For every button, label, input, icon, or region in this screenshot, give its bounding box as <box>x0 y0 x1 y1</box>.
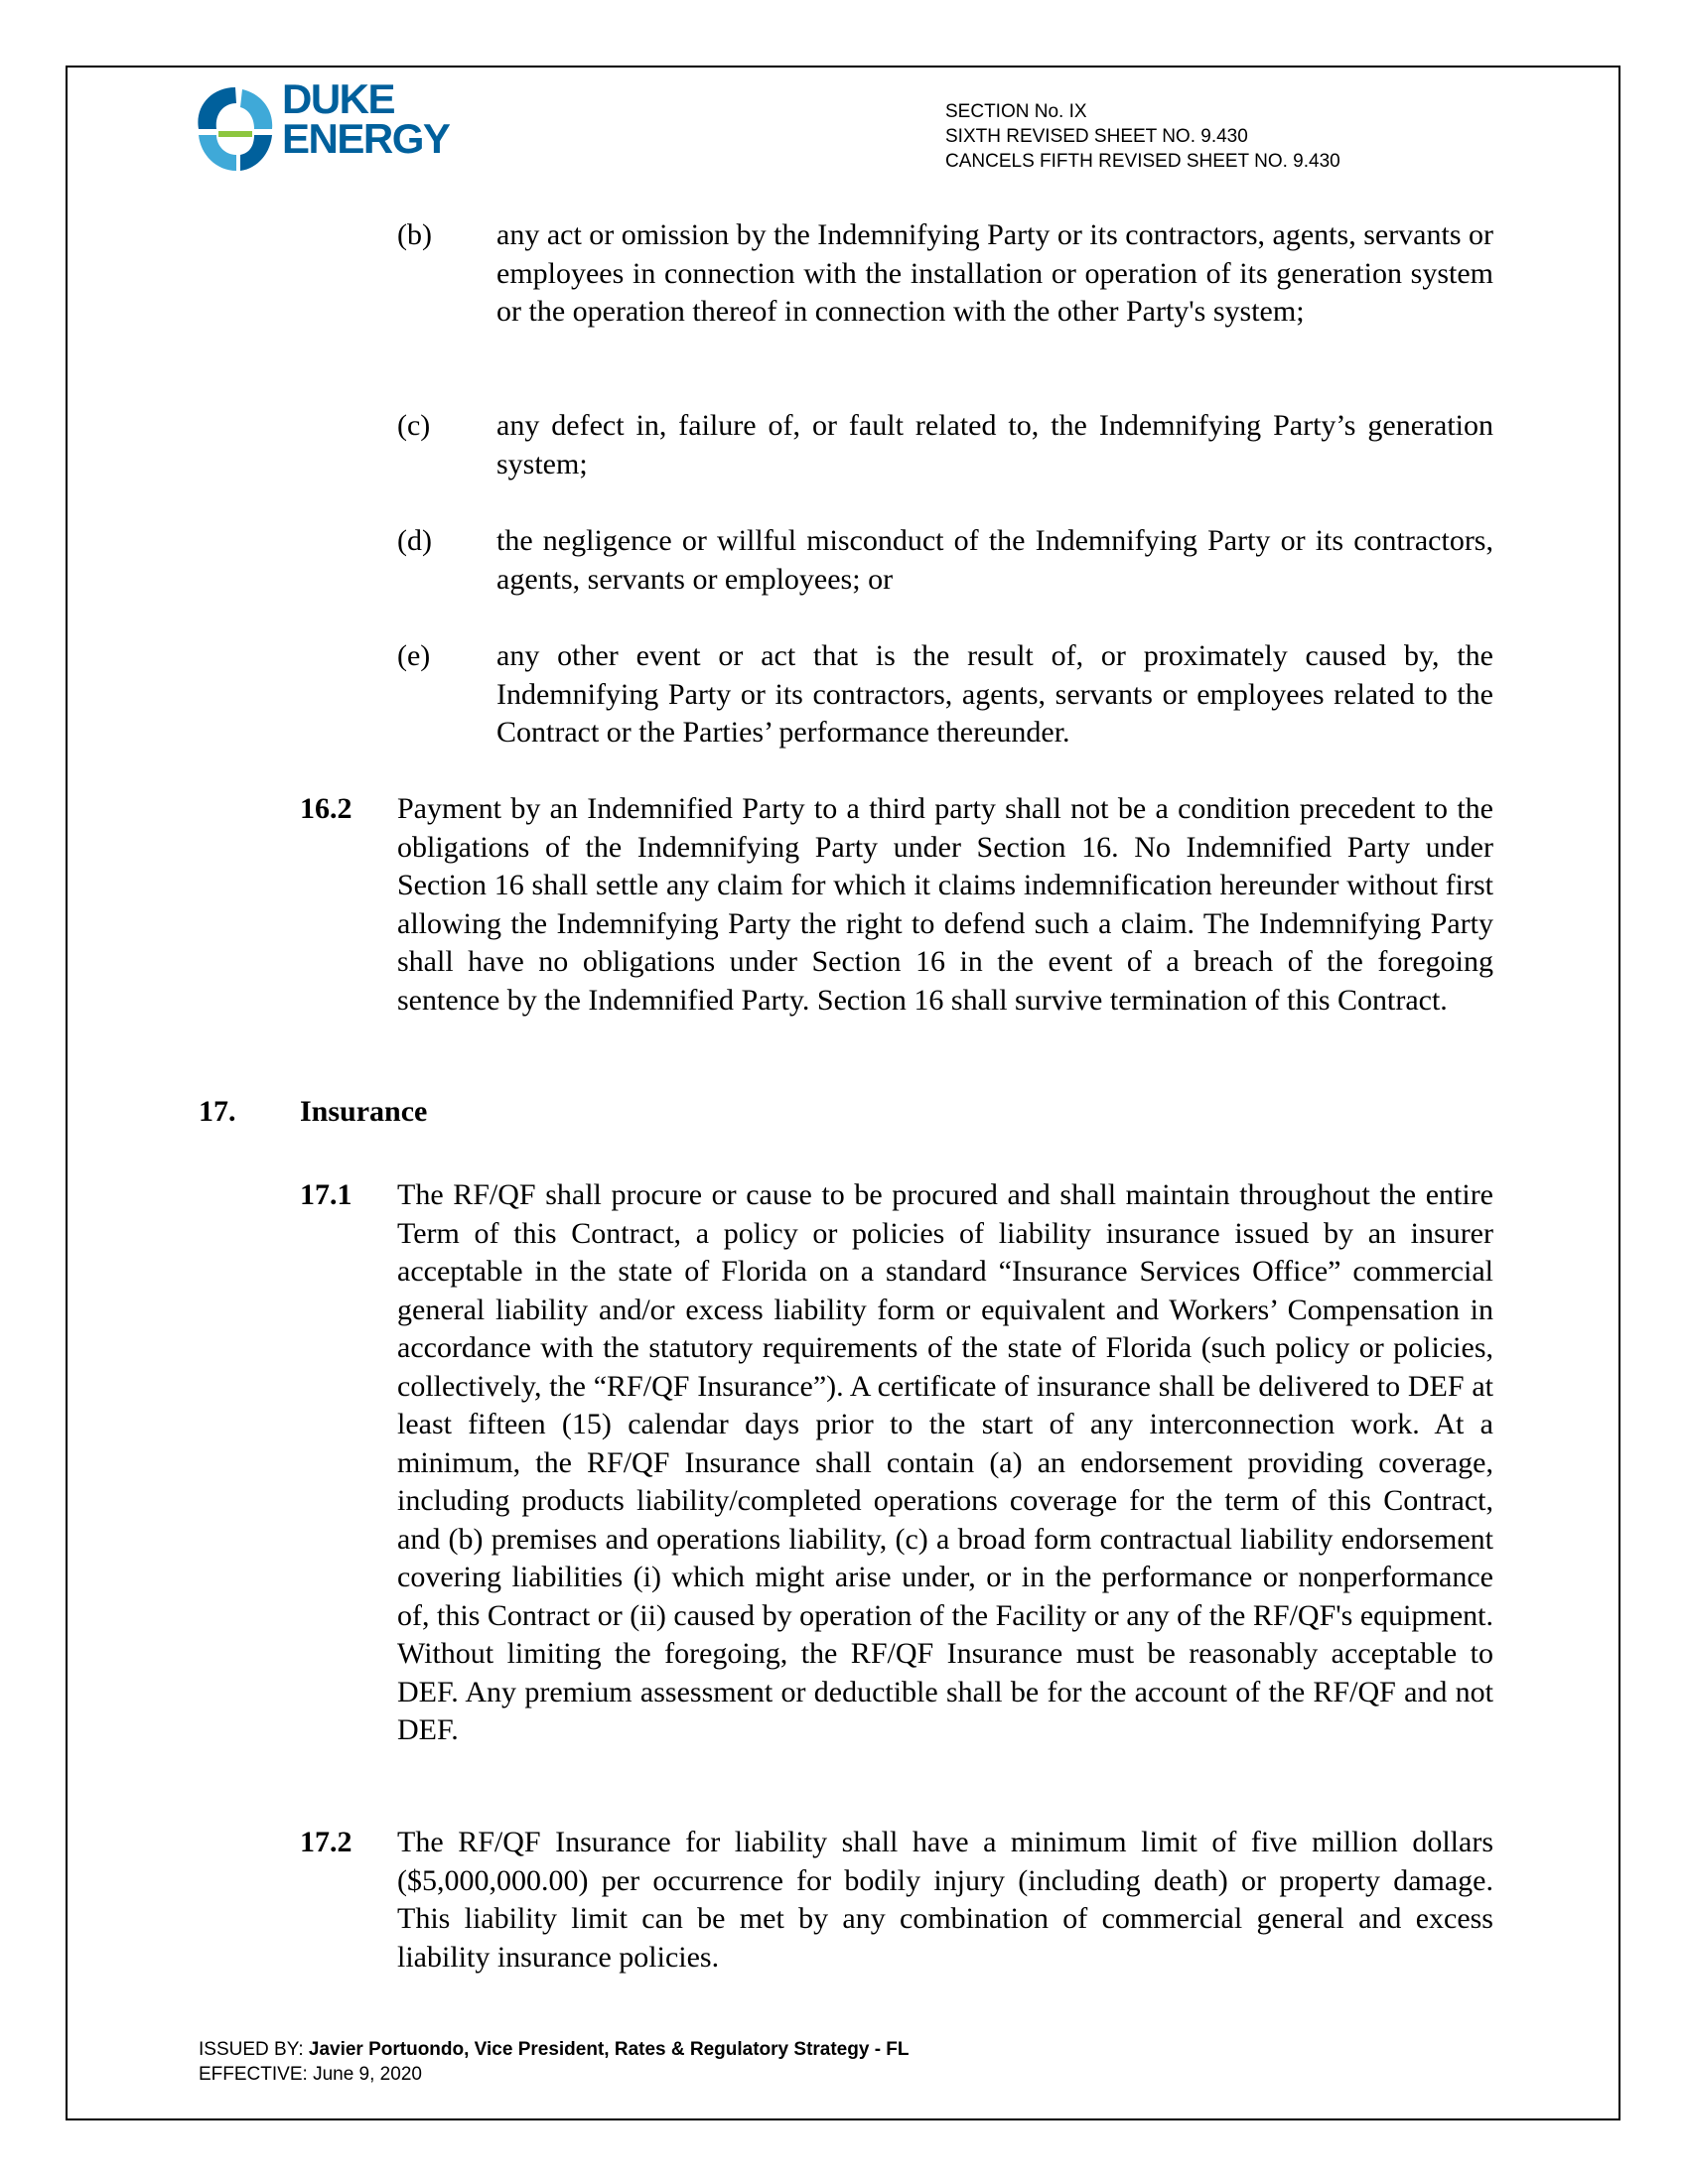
section-text: The RF/QF Insurance for liability shall have a minimum limit of five million dollars ($5,000,000.00) per occurrence for bodily injury (including death) or property damage. This liability limit can be met by any combination of commercial general and excess liability insurance policies. <box>397 1826 1493 1974</box>
section-title: Insurance <box>300 1095 428 1128</box>
logo-line-duke: DUKE <box>282 75 395 122</box>
section-number: 17.2 <box>300 1826 352 1858</box>
logo-swirl-icon <box>191 79 280 179</box>
section-number: 17. <box>199 1095 236 1128</box>
item-text: any other event or act that is the result of, or proximately caused by, the Indemnifying Party or its contractors, agents, servants or employees related to the Contract or the Parties’ performance thereunder. <box>496 639 1493 749</box>
item-text: any act or omission by the Indemnifying Party or its contractors, agents, servants or employees in connection with the installation or operation of its generation system or the operation thereof in connection with the other Party's system; <box>496 218 1493 328</box>
page-border <box>66 66 1620 2120</box>
effective-line <box>199 2062 910 2087</box>
item-text: any defect in, failure of, or fault related to, the Indemnifying Party’s generation system; <box>496 409 1493 480</box>
item-label: (c) <box>397 409 431 442</box>
section-number: SECTION No. IX <box>945 101 1087 122</box>
issued-by-label: ISSUED BY: <box>199 2039 309 2060</box>
section-text: Payment by an Indemnified Party to a third party shall not be a condition precedent to the obligations of the Indemnifying Party under Section 16. No Indemnified Party under Section 16 shall settle any claim for which it claims indemnification hereunder without first allowing the Indemnifying Party the right to defend such a claim. The Indemnifying Party shall have no obligations under Section 16 in the event of a breach of the foregoing sentence by the Indemnified Party. Section 16 shall survive termination of this Contract. <box>397 792 1493 1017</box>
cancels-sheet: CANCELS FIFTH REVISED SHEET NO. 9.430 <box>945 151 1340 172</box>
section-text: The RF/QF shall procure or cause to be procured and shall maintain throughout the entire Term of this Contract, a policy or policies of liability insurance issued by an insurer acceptable in the state of Florida on a standard “Insurance Services Office” commercial general liability and/or excess liability form or equivalent and Workers’ Compensation in accordance with the statutory requirements of the state of Florida (such policy or policies, collectively, the “RF/QF Insurance”). A certificate of insurance shall be delivered to DEF at least fifteen (15) calendar days prior to the start of any interconnection work. At a minimum, the RF/QF Insurance shall contain (a) an endorsement providing coverage, including products liability/completed operations coverage for the term of this Contract, and (b) premises and operations liability, (c) a broad form contractual liability endorsement covering liabilities (i) which might arise under, or in the performance or nonperformance of, this Contract or (ii) caused by operation of the Facility or any of the RF/QF's equipment. Without limiting the foregoing, the RF/QF Insurance must be reasonably acceptable to DEF. Any premium assessment or deductible shall be for the account of the RF/QF and not DEF. <box>397 1178 1493 1746</box>
page-footer <box>199 2037 910 2087</box>
item-label: (b) <box>397 218 432 251</box>
effective-date: June 9, 2020 <box>313 2064 422 2085</box>
issued-by-line <box>199 2037 910 2062</box>
duke-energy-logo <box>191 75 479 179</box>
item-text: the negligence or willful misconduct of the Indemnifying Party or its contractors, agents, servants or employees; or <box>496 524 1493 596</box>
logo-line-energy: ENERGY <box>282 115 450 162</box>
section-number: 17.1 <box>300 1178 352 1211</box>
section-number: 16.2 <box>300 792 352 825</box>
section-17-heading <box>199 1093 428 1132</box>
issued-by-name: Javier Portuondo, Vice President, Rates & Regulatory Strategy - FL <box>308 2039 910 2060</box>
sheet-number: SIXTH REVISED SHEET NO. 9.430 <box>945 126 1248 147</box>
item-label: (d) <box>397 524 432 557</box>
effective-label: EFFECTIVE: <box>199 2064 314 2085</box>
sheet-header <box>945 99 1340 174</box>
logo-wordmark <box>282 75 450 162</box>
item-label: (e) <box>397 639 431 672</box>
